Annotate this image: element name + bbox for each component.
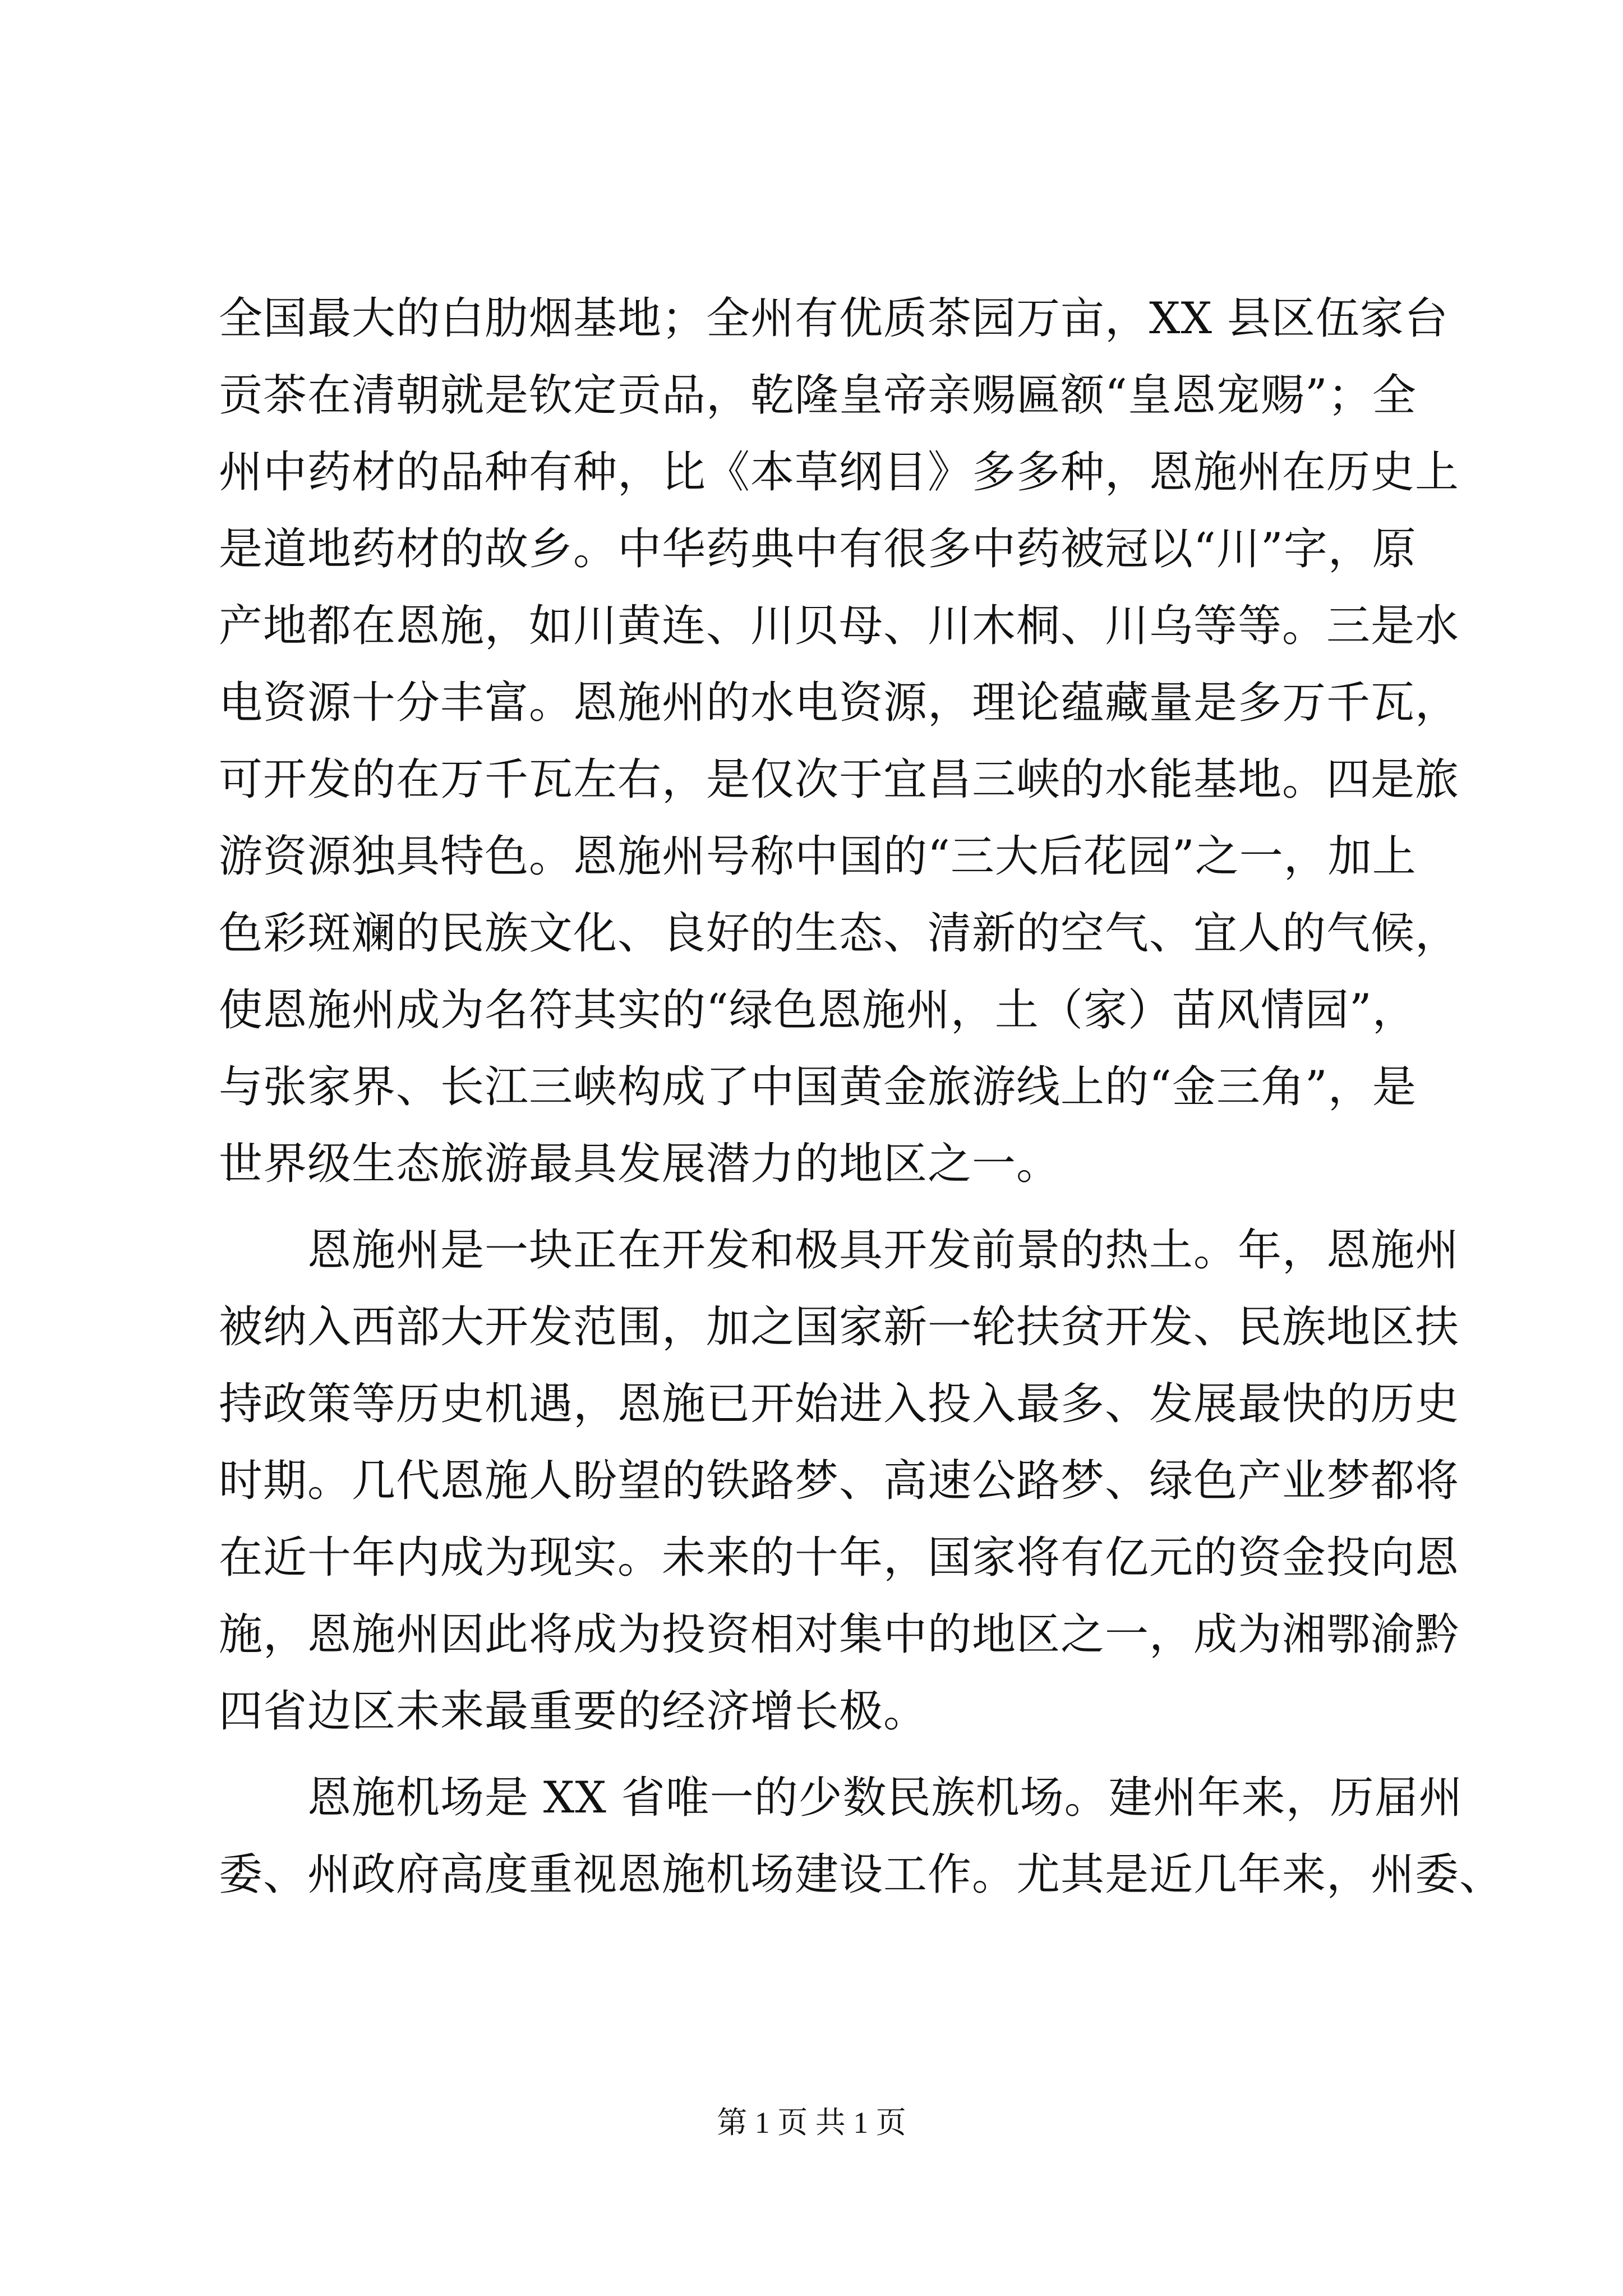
text-line: 被纳入西部大开发范围，加之国家新一轮扶贫开发、民族地区扶 — [219, 1302, 1460, 1352]
text-line: 与张家界、长江三峡构成了中国黄金旅游线上的“金三角”，是 — [219, 1062, 1417, 1112]
text-line: 恩施州是一块正在开发和极具开发前景的热土。年，恩施州 — [219, 1225, 1460, 1276]
text-line: 时期。几代恩施人盼望的铁路梦、高速公路梦、绿色产业梦都将 — [219, 1456, 1460, 1506]
text-line: 州中药材的品种有种，比《本草纲目》多多种，恩施州在历史上 — [219, 447, 1460, 498]
page-number-label: 第 1 页 共 1 页 — [717, 2106, 906, 2139]
text-line: 贡茶在清朝就是钦定贡品，乾隆皇帝亲赐匾额“皇恩宠赐”；全 — [219, 370, 1417, 421]
paragraph — [219, 280, 1460, 1203]
text-line: 全国最大的白肋烟基地；全州有优质茶园万亩，XX 县区伍家台 — [219, 293, 1449, 344]
paragraph-spacing — [219, 1203, 1419, 1212]
text-line: 委、州政府高度重视恩施机场建设工作。尤其是近几年来，州委、 — [219, 1849, 1504, 1900]
text-line: 可开发的在万千瓦左右，是仅次于宜昌三峡的水能基地。四是旅 — [219, 754, 1460, 805]
text-line: 色彩斑斓的民族文化、良好的生态、清新的空气、宜人的气候， — [219, 908, 1460, 959]
text-line: 持政策等历史机遇，恩施已开始进入投入最多、发展最快的历史 — [219, 1379, 1460, 1429]
text-line: 世界级生态旅游最具发展潜力的地区之一。 — [219, 1139, 1061, 1189]
text-line: 是道地药材的故乡。中华药典中有很多中药被冠以“川”字，原 — [219, 524, 1417, 574]
text-line: 使恩施州成为名符其实的“绿色恩施州，土（家）苗风情园”， — [219, 985, 1417, 1036]
text-line: 游资源独具特色。恩施州号称中国的“三大后花园”之一，加上 — [219, 831, 1417, 882]
text-line: 恩施机场是 XX 省唯一的少数民族机场。建州年来，历届州 — [219, 1773, 1463, 1823]
paragraph — [219, 1760, 1504, 1913]
document-body — [219, 280, 1504, 1913]
text-line: 电资源十分丰富。恩施州的水电资源，理论蕴藏量是多万千瓦， — [219, 678, 1460, 728]
paragraph — [219, 1212, 1460, 1750]
page-footer — [0, 2105, 1623, 2141]
text-line: 四省边区未来最重要的经济增长极。 — [219, 1686, 928, 1737]
text-line: 产地都在恩施，如川黄连、川贝母、川木桐、川乌等等。三是水 — [219, 601, 1460, 651]
text-line: 施，恩施州因此将成为投资相对集中的地区之一，成为湘鄂渝黔 — [219, 1609, 1460, 1660]
text-line: 在近十年内成为现实。未来的十年，国家将有亿元的资金投向恩 — [219, 1533, 1460, 1583]
paragraph-spacing — [219, 1750, 1419, 1760]
